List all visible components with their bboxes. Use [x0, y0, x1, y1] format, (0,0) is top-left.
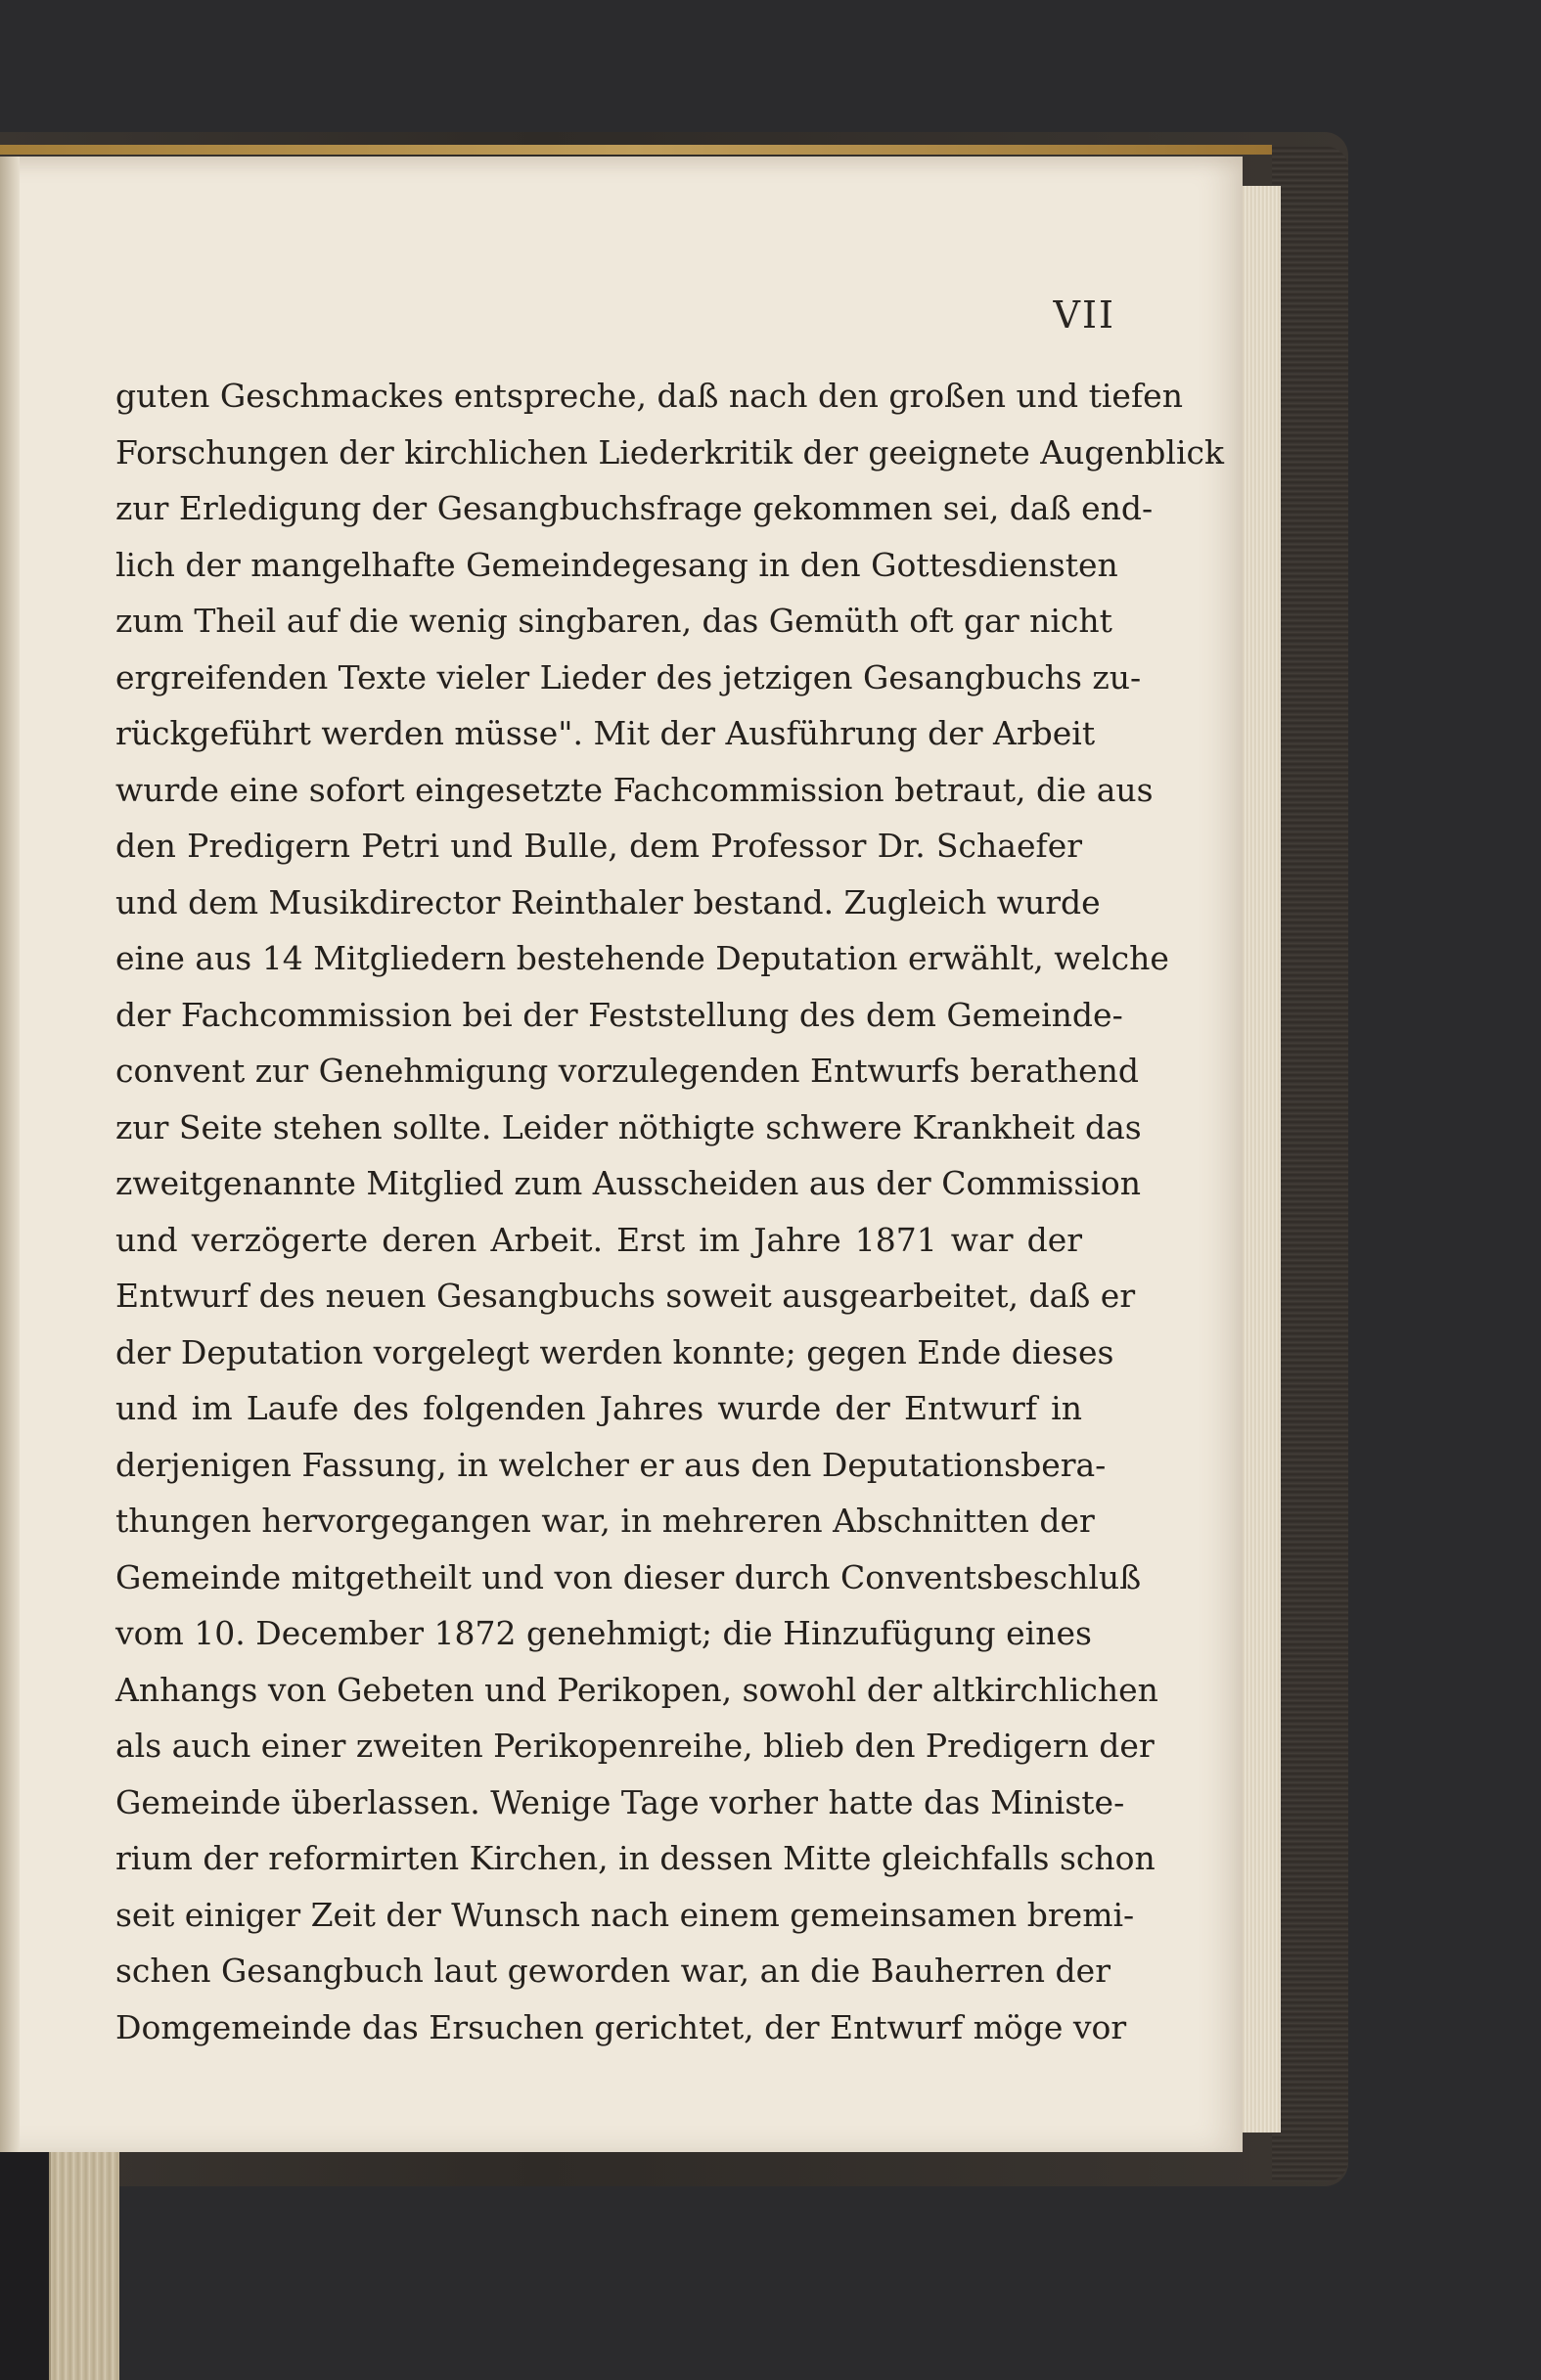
page-number: VII — [1053, 293, 1115, 337]
text-line: vom 10. December 1872 genehmigt; die Hinzufügung eines — [115, 1614, 1092, 1652]
text-line: der Fachcommission bei der Feststellung des dem Gemeinde- — [115, 995, 1123, 1034]
text-line: rium der reformirten Kirchen, in dessen Mitte gleichfalls schon — [115, 1839, 1156, 1877]
body-text — [115, 368, 1225, 2055]
text-line: als auch einer zweiten Perikopenreihe, blieb den Predigern der — [115, 1727, 1155, 1765]
text-line: ergreifenden Texte vieler Lieder des jetzigen Gesangbuchs zu- — [115, 657, 1142, 696]
text-line: rückgeführt werden müsse". Mit der Ausführung der Arbeit — [115, 714, 1096, 752]
page-gutter — [0, 157, 20, 2152]
text-line: zur Seite stehen sollte. Leider nöthigte schwere Krankheit das — [115, 1107, 1142, 1146]
text-line: Gemeinde mitgetheilt und von dieser durch Conventsbeschluß — [115, 1557, 1142, 1596]
bookmark-ribbon — [49, 2152, 119, 2380]
text-line: seit einiger Zeit der Wunsch nach einem gemeinsamen bremi- — [115, 1895, 1135, 1934]
text-line: zweitgenannte Mitglied zum Ausscheiden aus der Commission — [115, 1164, 1141, 1202]
text-line: zum Theil auf die wenig singbaren, das Gemüth oft gar nicht — [115, 602, 1112, 640]
page-edges — [1241, 186, 1281, 2133]
cover-edge — [1272, 147, 1348, 2181]
text-line: und im Laufe des folgenden Jahres wurde der Entwurf in — [115, 1389, 1082, 1427]
text-line: und verzögerte deren Arbeit. Erst im Jahre 1871 war der — [115, 1220, 1082, 1259]
gilt-edge — [0, 145, 1272, 155]
text-line: guten Geschmackes entspreche, daß nach den großen und tiefen — [115, 377, 1183, 415]
text-line: der Deputation vorgelegt werden konnte; gegen Ende dieses — [115, 1332, 1114, 1371]
text-line: Anhangs von Gebeten und Perikopen, sowohl der altkirchlichen — [115, 1670, 1158, 1709]
text-line: Entwurf des neuen Gesangbuchs soweit ausgearbeitet, daß er — [115, 1277, 1136, 1315]
text-line: convent zur Genehmigung vorzulegenden Entwurfs berathend — [115, 1052, 1140, 1090]
text-line: Forschungen der kirchlichen Liederkritik der geeignete Augenblick — [115, 432, 1225, 472]
text-line: lich der mangelhafte Gemeindegesang in den Gottesdiensten — [115, 545, 1118, 584]
book-lower-edge — [0, 2152, 49, 2380]
text-line: zur Erledigung der Gesangbuchsfrage gekommen sei, daß end- — [115, 489, 1154, 527]
text-line: eine aus 14 Mitgliedern bestehende Deputation erwählt, welche — [115, 939, 1169, 977]
text-line: Domgemeinde das Ersuchen gerichtet, der Entwurf möge vor — [115, 2007, 1127, 2046]
text-line: derjenigen Fassung, in welcher er aus den Deputationsbera- — [115, 1445, 1107, 1484]
text-line: schen Gesangbuch laut geworden war, an die Bauherren der — [115, 1952, 1110, 1990]
text-line: wurde eine sofort eingesetzte Fachcommission betraut, die aus — [115, 770, 1154, 809]
text-line: den Predigern Petri und Bulle, dem Professor Dr. Schaefer — [115, 827, 1082, 865]
text-line: thungen hervorgegangen war, in mehreren Abschnitten der — [115, 1502, 1095, 1540]
text-line: Gemeinde überlassen. Wenige Tage vorher hatte das Ministe- — [115, 1782, 1125, 1821]
text-line: und dem Musikdirector Reinthaler bestand. Zugleich wurde — [115, 882, 1101, 921]
